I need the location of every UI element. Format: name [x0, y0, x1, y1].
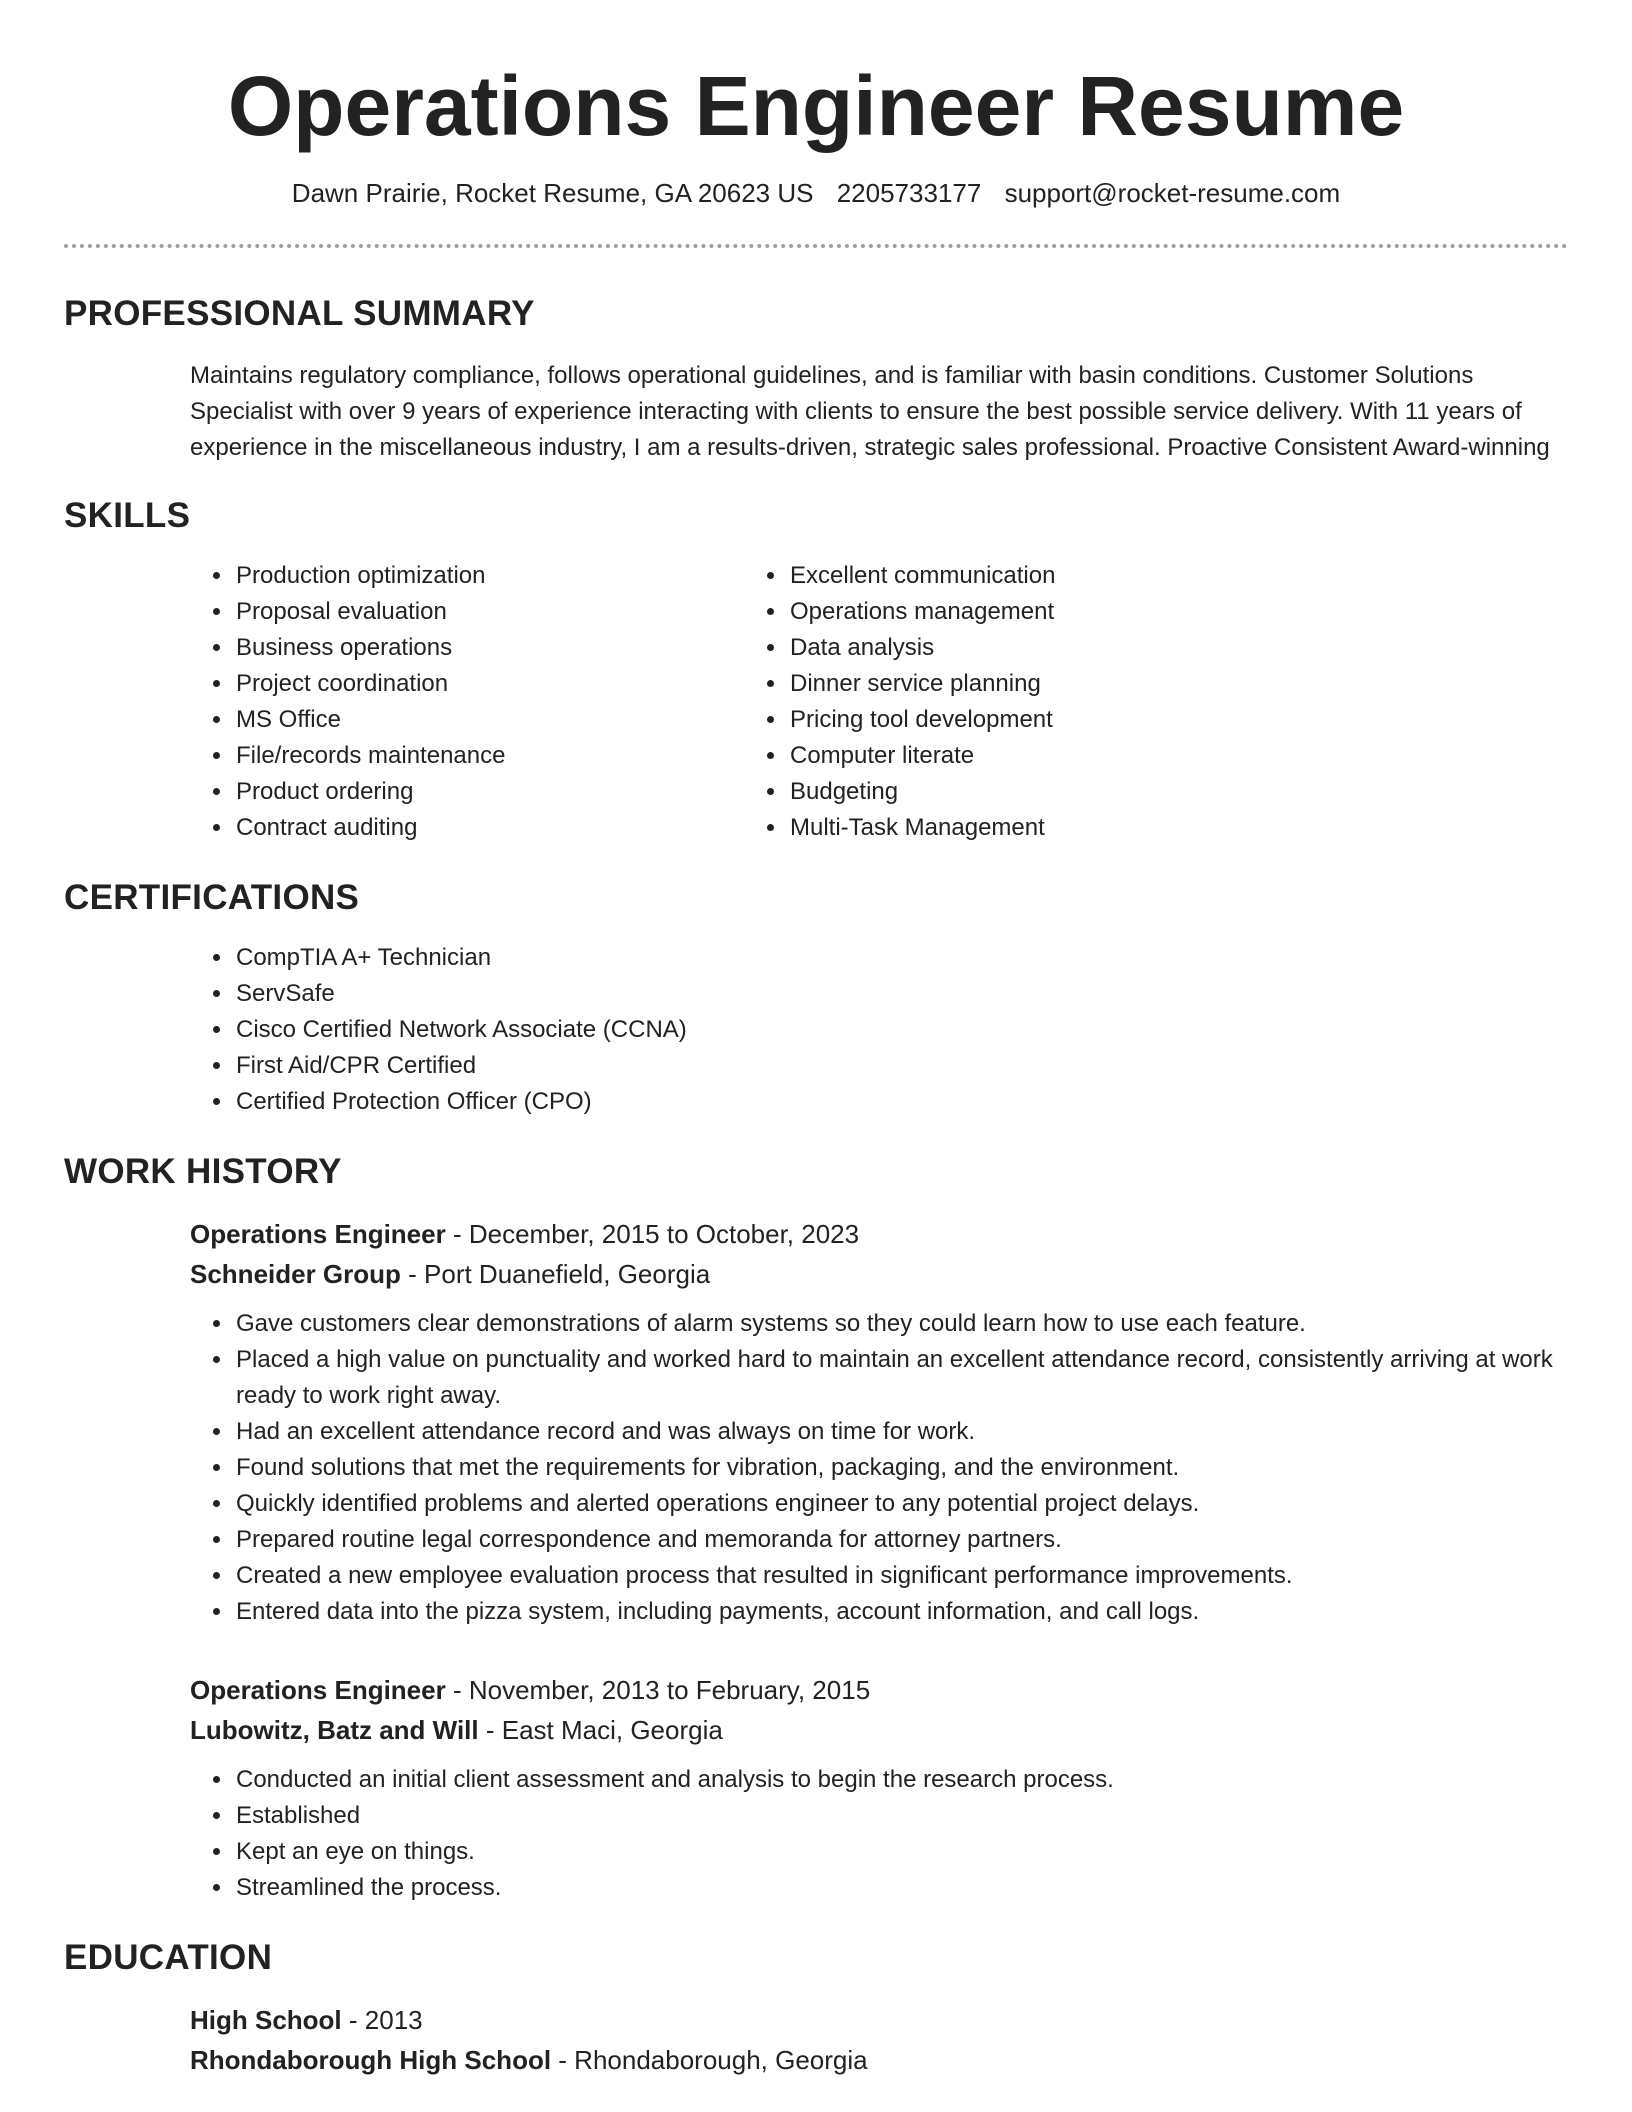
job-bullet: • Found solutions that met the requirements for vibration, packaging, and the environment.	[234, 1450, 1568, 1486]
skills-heading: SKILLS	[64, 496, 191, 535]
job-title: Operations Engineer	[190, 1219, 446, 1249]
skill-item: • Pricing tool development	[788, 702, 1055, 738]
job-dates: - November, 2013 to February, 2015	[445, 1675, 871, 1705]
education-school-line	[64, 2040, 1568, 2080]
certifications-list	[64, 940, 1568, 1120]
certification-item: • ServSafe	[234, 976, 1568, 1012]
job-bullet: • Entered data into the pizza system, including payments, account information, and call logs.	[234, 1594, 1568, 1630]
job-bullet: • Prepared routine legal correspondence and memoranda for attorney partners.	[234, 1522, 1568, 1558]
job-bullets	[64, 1762, 1568, 1906]
education-degree: High School	[190, 2005, 342, 2035]
certifications-heading: CERTIFICATIONS	[64, 878, 360, 917]
education-heading: EDUCATION	[64, 1938, 273, 1977]
job-title-line	[64, 1670, 1568, 1710]
skill-item: • Multi-Task Management	[788, 810, 1055, 846]
job-title: Operations Engineer	[190, 1675, 446, 1705]
contact-address: Dawn Prairie, Rocket Resume, GA 20623 US	[291, 178, 814, 208]
job-title-line	[64, 1214, 1568, 1254]
contact-line	[64, 176, 1568, 210]
skill-item: • Dinner service planning	[788, 666, 1055, 702]
job-entry	[64, 1670, 1568, 1906]
job-company-line	[64, 1710, 1568, 1750]
skill-item: • Proposal evaluation	[234, 594, 744, 630]
job-bullet: • Kept an eye on things.	[234, 1834, 1568, 1870]
skills-list-left	[64, 558, 744, 846]
certification-item: • Certified Protection Officer (CPO)	[234, 1084, 1568, 1120]
certifications-list-wrap	[64, 940, 1568, 1120]
work-history-section	[64, 1150, 1568, 1906]
summary-text: Maintains regulatory compliance, follows operational guidelines, and is familiar with basin conditions. Customer Solutions Specialist with over 9 years of experience interacting with clients to ensure the best possible service delivery. With 11 years of experience in the miscellaneous industry, I am a results-driven, strategic sales professional. Proactive Consistent Award-winning	[190, 362, 1550, 461]
education-entry	[64, 2000, 1568, 2080]
summary-section	[64, 292, 1568, 466]
skills-list-right	[744, 558, 1055, 846]
job-bullet: • Created a new employee evaluation process that resulted in significant performance improvements.	[234, 1558, 1568, 1594]
resume-title: Operations Engineer Resume	[227, 59, 1405, 153]
certifications-section	[64, 876, 1568, 1120]
certification-item: • CompTIA A+ Technician	[234, 940, 1568, 976]
education-section	[64, 1936, 1568, 2080]
education-location: - Rhondaborough, Georgia	[551, 2045, 868, 2075]
education-degree-line	[64, 2000, 1568, 2040]
contact-email: support@rocket-resume.com	[1004, 178, 1341, 208]
education-year: - 2013	[341, 2005, 423, 2035]
skill-item: • MS Office	[234, 702, 744, 738]
job-dates: - December, 2015 to October, 2023	[445, 1219, 860, 1249]
education-school: Rhondaborough High School	[190, 2045, 552, 2075]
header-divider	[64, 244, 1568, 248]
job-location: - Port Duanefield, Georgia	[400, 1259, 711, 1289]
skill-item: • Project coordination	[234, 666, 744, 702]
job-location: - East Maci, Georgia	[478, 1715, 723, 1745]
skill-item: • Operations management	[788, 594, 1055, 630]
skills-section	[64, 494, 1568, 846]
job-bullet: • Established	[234, 1798, 1568, 1834]
job-bullet: • Had an excellent attendance record and was always on time for work.	[234, 1414, 1568, 1450]
skill-item: • Excellent communication	[788, 558, 1055, 594]
work-history-heading: WORK HISTORY	[64, 1152, 342, 1191]
summary-heading: PROFESSIONAL SUMMARY	[64, 294, 535, 333]
skill-item: • File/records maintenance	[234, 738, 744, 774]
skill-item: • Business operations	[234, 630, 744, 666]
skill-item: • Production optimization	[234, 558, 744, 594]
skill-item: • Contract auditing	[234, 810, 744, 846]
skill-item: • Budgeting	[788, 774, 1055, 810]
job-company-line	[64, 1254, 1568, 1294]
job-bullets	[64, 1306, 1568, 1630]
certification-item: • First Aid/CPR Certified	[234, 1048, 1568, 1084]
skill-item: • Product ordering	[234, 774, 744, 810]
job-bullet: • Placed a high value on punctuality and worked hard to maintain an excellent attendance record, consistently arriving at work ready to work right away.	[234, 1342, 1568, 1414]
job-bullet: • Conducted an initial client assessment and analysis to begin the research process.	[234, 1762, 1568, 1798]
job-company: Lubowitz, Batz and Will	[190, 1715, 479, 1745]
job-bullet: • Streamlined the process.	[234, 1870, 1568, 1906]
contact-phone: 2205733177	[836, 178, 982, 208]
job-entry	[64, 1214, 1568, 1630]
skill-item: • Computer literate	[788, 738, 1055, 774]
certification-item: • Cisco Certified Network Associate (CCNA)	[234, 1012, 1568, 1048]
skill-item: • Data analysis	[788, 630, 1055, 666]
job-bullet: • Gave customers clear demonstrations of alarm systems so they could learn how to use each feature.	[234, 1306, 1568, 1342]
job-bullet: • Quickly identified problems and alerted operations engineer to any potential project delays.	[234, 1486, 1568, 1522]
skills-grid	[64, 558, 1568, 846]
job-company: Schneider Group	[190, 1259, 401, 1289]
